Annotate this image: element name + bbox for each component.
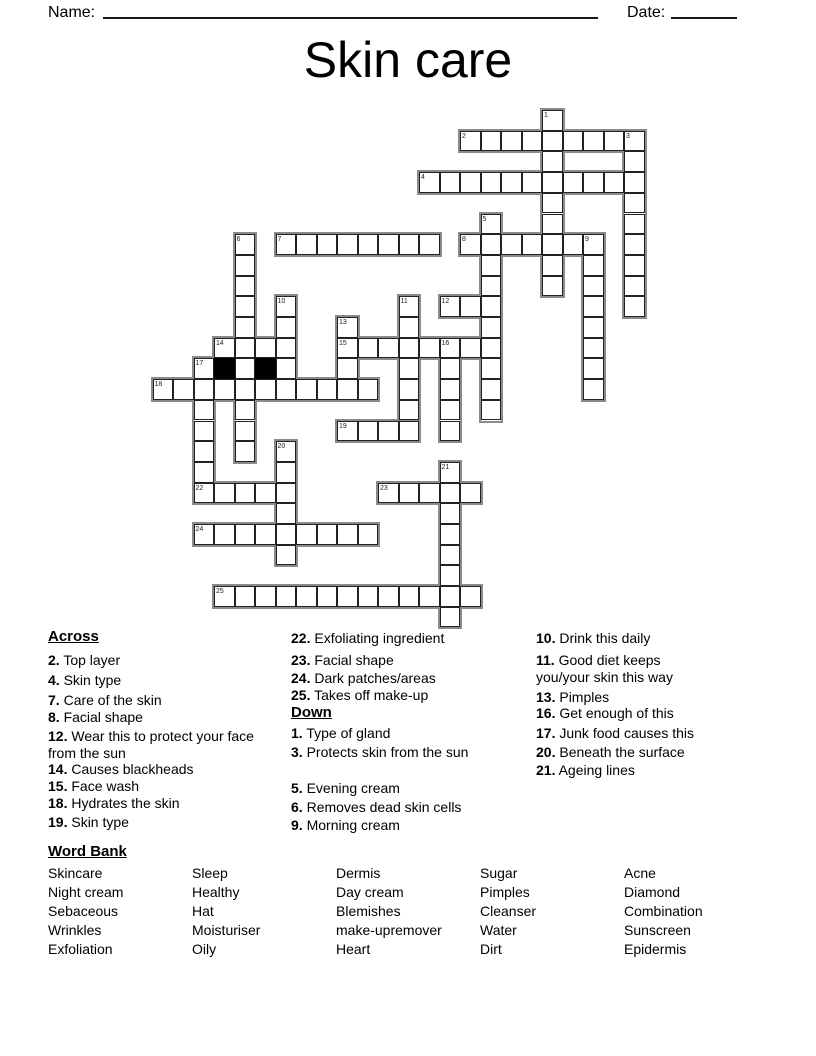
clue-number: 1. [291,725,303,741]
cell-number: 19 [339,422,347,430]
crossword-cell[interactable] [583,276,604,297]
crossword-cell[interactable] [214,483,235,504]
crossword-cell[interactable] [460,172,481,193]
clue-number: 14. [48,761,68,777]
crossword-cell[interactable] [358,586,379,607]
crossword-cell[interactable] [440,503,461,524]
crossword-cell[interactable] [624,276,645,297]
crossword-cell[interactable] [481,400,502,421]
clue-number: 9. [291,817,303,833]
crossword-cell[interactable] [481,296,502,317]
crossword-cell[interactable] [522,234,543,255]
crossword-cell[interactable] [583,172,604,193]
crossword-cell[interactable] [399,400,420,421]
word-bank-item: Night cream [48,884,124,900]
crossword-cell[interactable] [399,421,420,442]
crossword-cell[interactable] [296,234,317,255]
crossword-cell[interactable] [583,296,604,317]
crossword-cell[interactable] [194,441,215,462]
cell-number: 10 [277,298,286,306]
clue-number: 6. [291,799,303,815]
crossword-cell[interactable] [235,296,256,317]
crossword-cell[interactable] [194,421,215,442]
word-bank-header: Word Bank [48,843,127,860]
cell-number: 14 [216,339,224,347]
crossword-cell[interactable] [419,483,440,504]
clue-11: 11. Good diet keeps you/your skin this way [536,652,673,685]
crossword-cell[interactable] [583,255,604,276]
crossword-cell[interactable] [399,358,420,379]
crossword-cell[interactable] [214,379,235,400]
crossword-cell[interactable] [194,379,215,400]
crossword-cell[interactable] [419,338,440,359]
crossword-cell[interactable] [276,545,297,566]
page-title: Skin care [303,32,513,88]
clue-number: 20. [536,744,556,760]
clue-25: 25. Takes off make-up [291,687,429,703]
crossword-cell[interactable] [235,400,256,421]
crossword-cell[interactable] [378,586,399,607]
clue-number: 7. [48,692,60,708]
crossword-cell[interactable] [173,379,194,400]
crossword-cell[interactable] [337,234,358,255]
crossword-cell[interactable] [542,276,563,297]
word-bank-item: Wrinkles [48,922,102,938]
crossword-cell[interactable] [378,338,399,359]
name-label: Name: [48,4,96,21]
clue-1: 1. Type of gland [291,725,391,741]
crossword-cell[interactable] [296,379,317,400]
clue-9: 9. Morning cream [291,817,400,833]
cell-number: 5 [482,215,487,223]
cell-number: 9 [585,236,589,244]
crossword-cell[interactable] [481,276,502,297]
crossword-cell[interactable] [624,234,645,255]
crossword-cell[interactable] [440,607,461,628]
crossword-cell[interactable] [440,565,461,586]
crossword-cell[interactable] [542,193,563,214]
crossword-cell[interactable] [542,255,563,276]
cell-number: 16 [441,339,450,347]
blocked-cell [255,358,276,379]
crossword-cell[interactable] [399,586,420,607]
crossword-cell[interactable] [358,421,379,442]
clue-4: 4. Skin type [48,672,122,688]
crossword-cell[interactable] [337,586,358,607]
crossword-cell[interactable] [542,214,563,235]
clue-18: 18. Hydrates the skin [48,795,180,811]
name-blank-line[interactable] [103,1,598,19]
cell-number: 18 [154,381,163,389]
crossword-cell[interactable] [235,338,256,359]
cell-number: 24 [195,526,204,533]
crossword-cell[interactable] [481,255,502,276]
word-bank-item: Dermis [336,865,381,881]
crossword-cell[interactable] [542,172,563,193]
crossword-cell[interactable] [460,586,481,607]
cell-number: 4 [421,174,425,182]
cell-number: 6 [236,236,241,244]
crossword-cell[interactable] [440,379,461,400]
crossword-cell[interactable] [296,586,317,607]
cell-number: 12 [441,298,450,306]
crossword-cell[interactable] [542,131,563,152]
cell-number: 13 [339,319,347,326]
clue-number: 25. [291,687,311,703]
clue-number: 2. [48,652,60,668]
crossword-cell[interactable] [440,483,461,504]
crossword-cell[interactable] [399,379,420,400]
clue-21: 21. Ageing lines [536,762,635,778]
clue-17: 17. Junk food causes this [536,725,694,741]
cell-number: 23 [380,484,388,492]
clue-10: 10. Drink this daily [536,630,651,646]
clue-2: 2. Top layer [48,652,121,668]
crossword-cell[interactable] [214,524,235,545]
crossword-cell[interactable] [235,276,256,297]
crossword-cell[interactable] [276,338,297,359]
crossword-cell[interactable] [235,358,256,379]
crossword-cell[interactable] [358,524,379,545]
crossword-cell[interactable] [583,338,604,359]
crossword-cell[interactable] [194,462,215,483]
down-header: Down [291,704,332,721]
crossword-cell[interactable] [604,131,625,152]
crossword-cell[interactable] [624,172,645,193]
clue-13: 13. Pimples [536,689,610,705]
crossword-cell[interactable] [276,524,297,545]
word-bank-item: make-upremover [336,922,442,938]
clue-15: 15. Face wash [48,778,140,794]
crossword-cell[interactable] [460,483,481,504]
crossword-cell[interactable] [563,172,584,193]
clue-16: 16. Get enough of this [536,705,674,721]
crossword-cell[interactable] [440,586,461,607]
crossword-cell[interactable] [276,586,297,607]
crossword-cell[interactable] [440,172,461,193]
crossword-cell[interactable] [542,234,563,255]
crossword-cell[interactable] [460,296,481,317]
word-bank-item: Water [480,922,517,938]
word-bank-item: Dirt [480,941,502,957]
crossword-cell[interactable] [235,255,256,276]
crossword-cell[interactable] [276,462,297,483]
crossword-cell[interactable] [235,441,256,462]
word-bank-item: Combination [624,903,703,919]
blocked-cell [214,358,235,379]
clue-number: 5. [291,780,303,796]
crossword-cell[interactable] [481,172,502,193]
clue-number: 22. [291,630,311,646]
crossword-cell[interactable] [440,421,461,442]
crossword-cell[interactable] [235,421,256,442]
word-bank-item: Sebaceous [48,903,119,919]
crossword-cell[interactable] [624,296,645,317]
crossword-cell[interactable] [481,234,502,255]
word-bank-item: Exfoliation [48,941,113,957]
date-blank-line[interactable] [671,1,737,19]
word-bank-item: Day cream [336,884,404,900]
crossword-cell[interactable] [583,317,604,338]
cell-number: 22 [195,484,204,492]
cell-number: 7 [277,236,282,244]
crossword-cell[interactable] [419,586,440,607]
crossword-cell[interactable] [276,483,297,504]
crossword-cell[interactable] [194,400,215,421]
crossword-cell[interactable] [481,358,502,379]
crossword-cell[interactable] [317,524,338,545]
clue-number: 3. [291,744,303,760]
clue-number: 13. [536,689,556,705]
clue-number: 12. [48,728,68,744]
crossword-cell[interactable] [399,317,420,338]
cell-number: 15 [339,339,347,347]
crossword-cell[interactable] [481,379,502,400]
crossword-cell[interactable] [481,317,502,338]
crossword-cell[interactable] [317,586,338,607]
word-bank-item: Oily [192,941,217,957]
clue-6: 6. Removes dead skin cells [291,799,462,815]
crossword-cell[interactable] [235,524,256,545]
crossword-cell[interactable] [583,131,604,152]
clue-number: 23. [291,652,311,668]
word-bank-item: Pimples [480,884,530,900]
crossword-cell[interactable] [624,255,645,276]
crossword-cell[interactable] [235,317,256,338]
clue-5: 5. Evening cream [291,780,400,796]
clue-number: 21. [536,762,556,778]
crossword-cell[interactable] [399,483,420,504]
crossword-cell[interactable] [583,379,604,400]
clue-22: 22. Exfoliating ingredient [291,630,445,646]
clue-number: 17. [536,725,556,741]
crossword-cell[interactable] [624,214,645,235]
crossword-cell[interactable] [501,234,522,255]
clue-number: 8. [48,709,60,725]
clue-number: 10. [536,630,556,646]
crossword-cell[interactable] [563,234,584,255]
crossword-cell[interactable] [255,586,276,607]
crossword-cell[interactable] [358,234,379,255]
clue-number: 15. [48,778,68,794]
crossword-cell[interactable] [522,131,543,152]
clue-number: 19. [48,814,68,830]
crossword-grid [132,110,649,629]
crossword-cell[interactable] [399,234,420,255]
crossword-cell[interactable] [276,317,297,338]
cell-number: 2 [462,132,466,140]
crossword-cell[interactable] [276,358,297,379]
word-bank-item: Sugar [480,865,518,881]
crossword-cell[interactable] [604,172,625,193]
clue-14: 14. Causes blackheads [48,761,194,777]
crossword-cell[interactable] [501,172,522,193]
crossword-cell[interactable] [542,151,563,172]
crossword-cell[interactable] [563,131,584,152]
crossword-cell[interactable] [440,400,461,421]
crossword-cell[interactable] [337,358,358,379]
cell-number: 25 [216,588,224,596]
crossword-cell[interactable] [378,421,399,442]
crossword-cell[interactable] [337,379,358,400]
crossword-cell[interactable] [296,524,317,545]
crossword-cell[interactable] [358,379,379,400]
crossword-cell[interactable] [624,193,645,214]
clue-number: 16. [536,705,556,721]
word-bank-item: Acne [624,865,656,881]
crossword-cell[interactable] [337,524,358,545]
clue-3: 3. Protects skin from the sun [291,744,469,760]
word-bank-item: Cleanser [480,903,537,919]
crossword-cell[interactable] [378,234,399,255]
crossword-cell[interactable] [255,483,276,504]
word-bank-item: Epidermis [624,941,687,957]
word-bank-item: Diamond [624,884,681,900]
clue-24: 24. Dark patches/areas [291,670,436,686]
clue-number: 11. [536,652,555,668]
clue-number: 24. [291,670,311,686]
crossword-cell[interactable] [419,234,440,255]
word-bank-item: Moisturiser [192,922,261,938]
word-bank-item: Sleep [192,865,228,881]
crossword-cell[interactable] [235,586,256,607]
word-bank-item: Heart [336,941,371,957]
crossword-cell[interactable] [440,358,461,379]
cell-number: 11 [400,298,408,306]
crossword-cell[interactable] [481,338,502,359]
crossword-cell[interactable] [481,131,502,152]
cell-number: 1 [544,112,548,119]
crossword-cell[interactable] [276,379,297,400]
crossword-cell[interactable] [460,338,481,359]
word-bank-item: Hat [192,903,214,919]
across-header: Across [48,628,99,645]
date-label: Date: [627,4,666,21]
crossword-cell[interactable] [235,379,256,400]
cell-number: 3 [626,132,630,140]
crossword-cell[interactable] [235,483,256,504]
word-bank-item: Skincare [48,865,103,881]
cell-number: 17 [195,360,204,368]
clue-number: 18. [48,795,68,811]
crossword-cell[interactable] [255,524,276,545]
clue-20: 20. Beneath the surface [536,744,685,760]
clue-7: 7. Care of the skin [48,692,162,708]
crossword-cell[interactable] [522,172,543,193]
clue-number: 4. [48,672,60,688]
clue-19: 19. Skin type [48,814,129,830]
crossword-cell[interactable] [624,151,645,172]
word-bank-item: Sunscreen [624,922,691,938]
clue-23: 23. Facial shape [291,652,394,668]
cell-number: 20 [277,443,286,451]
crossword-cell[interactable] [255,379,276,400]
crossword-cell[interactable] [255,338,276,359]
clue-8: 8. Facial shape [48,709,143,725]
crossword-cell[interactable] [501,131,522,152]
crossword-cell[interactable] [440,545,461,566]
crossword-cell[interactable] [358,338,379,359]
crossword-cell[interactable] [583,358,604,379]
crossword-cell[interactable] [440,524,461,545]
crossword-cell[interactable] [317,379,338,400]
crossword-cell[interactable] [317,234,338,255]
clue-12: 12. Wear this to protect your face from the sun [48,728,254,761]
cell-number: 21 [441,463,450,471]
word-bank-item: Healthy [192,884,240,900]
crossword-cell[interactable] [399,338,420,359]
crossword-cell[interactable] [276,503,297,524]
word-bank-item: Blemishes [336,903,401,919]
cell-number: 8 [462,236,466,244]
